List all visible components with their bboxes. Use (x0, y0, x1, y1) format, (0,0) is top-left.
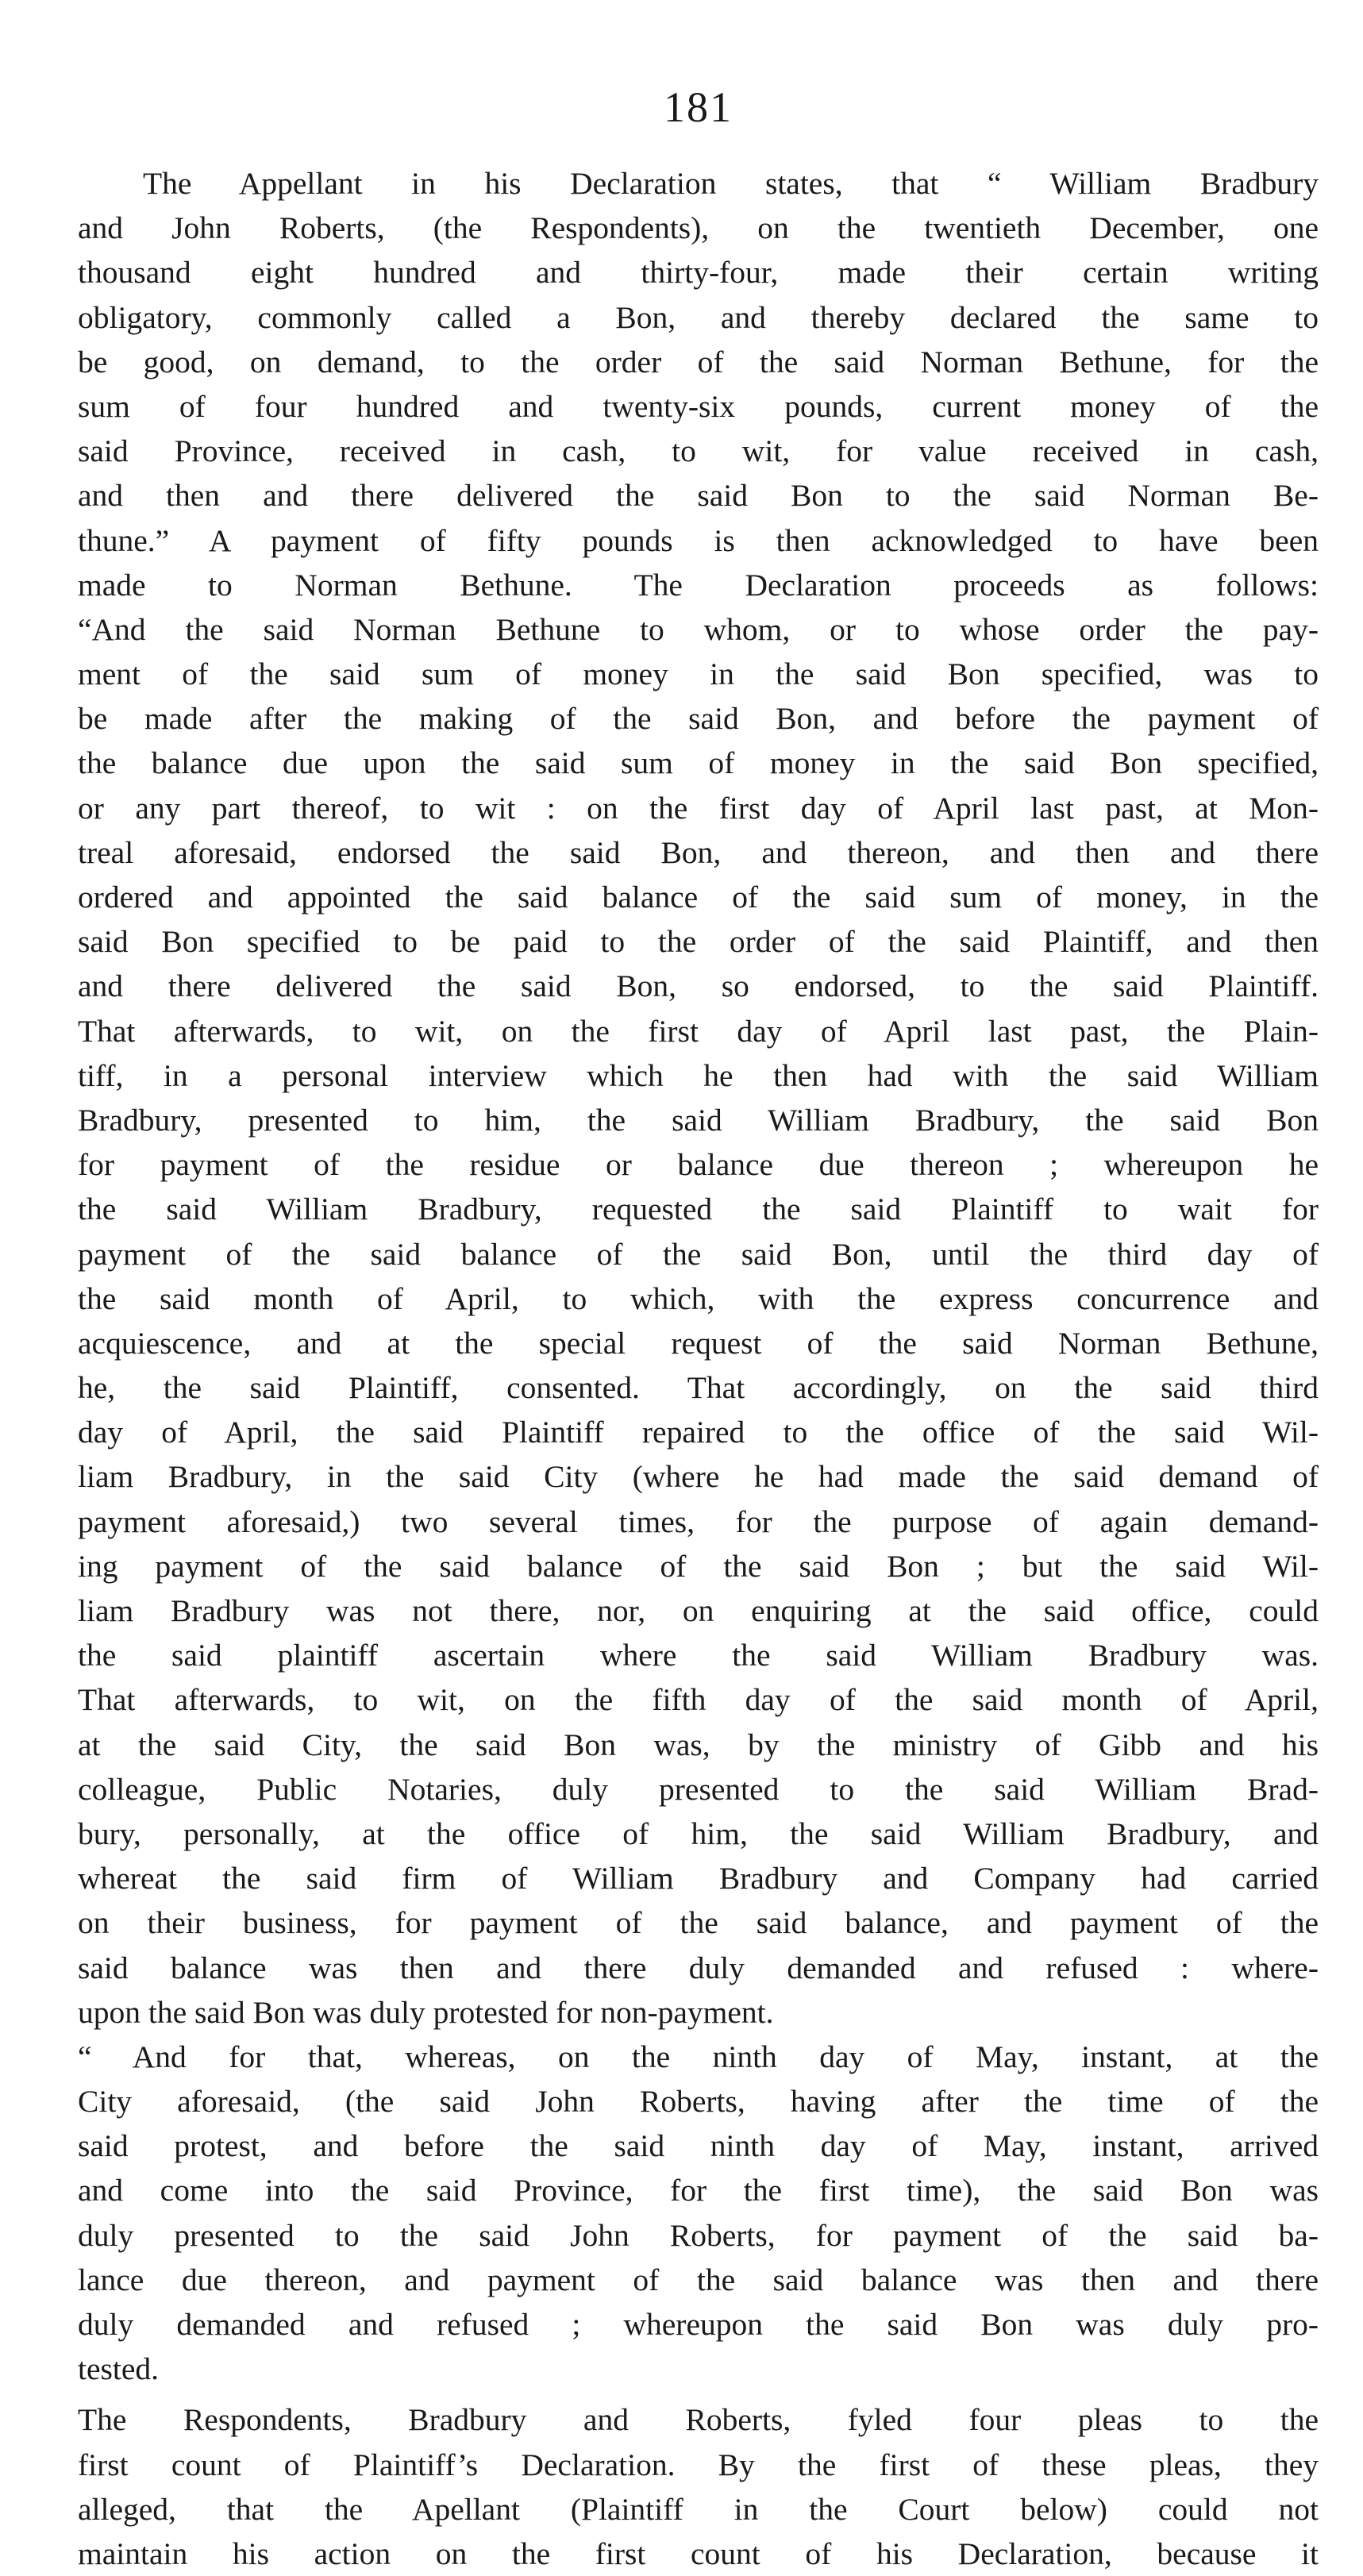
text-line: liam Bradbury, in the said City (where he had made the said demand of (78, 1459, 1319, 1495)
text-line: obligatory, commonly called a Bon, and thereby declared the same to (78, 299, 1319, 335)
text-line: tested. (78, 2351, 160, 2387)
text-line: said balance was then and there duly demanded and refused : where- (78, 1950, 1319, 1985)
text-line: the said month of April, to which, with the express concurrence and (78, 1280, 1319, 1316)
text-line: and there delivered the said Bon, so endorsed, to the said Plaintiff. (78, 968, 1319, 1004)
text-line: colleague, Public Notaries, duly presented to the said William Brad- (78, 1771, 1319, 1807)
text-line: ment of the said sum of money in the said Bon specified, was to (78, 657, 1319, 692)
text-line: “ And for that, whereas, on the ninth day of May, instant, at the (78, 2039, 1319, 2074)
text-line: The Respondents, Bradbury and Roberts, fyled four pleas to the (78, 2402, 1319, 2438)
text-line: Bradbury, presented to him, the said William Bradbury, the said Bon (78, 1102, 1319, 1138)
text-line: thousand eight hundred and thirty-four, made their certain writing (78, 255, 1319, 291)
text-line: be made after the making of the said Bon, and before the payment of (78, 701, 1319, 737)
text-line: liam Bradbury was not there, nor, on enquiring at the said office, could (78, 1593, 1319, 1628)
text-line: made to Norman Bethune. The Declaration proceeds as follows: (78, 567, 1319, 603)
text-line: and come into the said Province, for the first time), the said Bon was (78, 2173, 1319, 2208)
text-line: alleged, that the Apellant (Plaintiff in the Court below) could not (78, 2491, 1319, 2527)
text-line: The Appellant in his Declaration states, that “ William Bradbury (143, 166, 1319, 201)
text-line: said Bon specified to be paid to the order of the said Plaintiff, and then (78, 924, 1319, 960)
text-line: at the said City, the said Bon was, by the ministry of Gibb and his (78, 1727, 1319, 1762)
text-line: That afterwards, to wit, on the fifth day of the said month of April, (78, 1682, 1319, 1718)
text-line: That afterwards, to wit, on the first day of April last past, the Plain- (78, 1013, 1319, 1049)
text-line: payment aforesaid,) two several times, for the purpose of again demand- (78, 1504, 1319, 1539)
text-line: first count of Plaintiff’s Declaration. By the first of these pleas, they (78, 2447, 1319, 2482)
text-line: City aforesaid, (the said John Roberts, having after the time of the (78, 2084, 1319, 2120)
text-line: ing payment of the said balance of the said Bon ; but the said Wil- (78, 1548, 1319, 1584)
text-line: acquiescence, and at the special request of the said Norman Bethune, (78, 1325, 1319, 1361)
text-line: “And the said Norman Bethune to whom, or to whose order the pay- (78, 611, 1319, 647)
text-line: maintain his action on the first count of his Declaration, because it (78, 2536, 1319, 2571)
text-line: lance due thereon, and payment of the said balance was then and there (78, 2262, 1319, 2297)
text-line: tiff, in a personal interview which he then had with the said William (78, 1057, 1319, 1093)
paragraph-1 (78, 161, 1319, 2035)
paragraph-2 (78, 2035, 1319, 2392)
text-line: and then and there delivered the said Bon to the said Norman Be- (78, 478, 1319, 514)
text-line: said protest, and before the said ninth day of May, instant, arrived (78, 2128, 1319, 2164)
text-line: be good, on demand, to the order of the said Norman Bethune, for the (78, 344, 1319, 379)
text-line: payment of the said balance of the said Bon, until the third day of (78, 1236, 1319, 1272)
text-line: the said plaintiff ascertain where the said William Bradbury was. (78, 1638, 1319, 1673)
text-line: upon the said Bon was duly protested for non-payment. (78, 1994, 774, 2030)
paragraph-3 (78, 2397, 1319, 2576)
text-line: on their business, for payment of the said balance, and payment of the (78, 1905, 1319, 1941)
text-line: the balance due upon the said sum of money in the said Bon specified, (78, 745, 1319, 781)
page-number: 181 (664, 83, 733, 131)
text-line: bury, personally, at the office of him, the said William Bradbury, and (78, 1816, 1319, 1851)
text-line: said Province, received in cash, to wit, for value received in cash, (78, 433, 1319, 469)
text-line: whereat the said firm of William Bradbury and Company had carried (78, 1861, 1319, 1896)
text-line: day of April, the said Plaintiff repaired to the office of the said Wil- (78, 1415, 1319, 1450)
text-line: and John Roberts, (the Respondents), on the twentieth December, one (78, 210, 1319, 246)
text-line: treal aforesaid, endorsed the said Bon, and thereon, and then and there (78, 834, 1319, 870)
text-line: thune.” A payment of fifty pounds is then acknowledged to have been (78, 522, 1319, 558)
text-line: duly presented to the said John Roberts, for payment of the said ba- (78, 2217, 1319, 2253)
text-line: he, the said Plaintiff, consented. That accordingly, on the said third (78, 1370, 1319, 1406)
text-line: ordered and appointed the said balance of the said sum of money, in the (78, 880, 1319, 914)
text-line: duly demanded and refused ; whereupon the said Bon was duly pro- (78, 2307, 1319, 2342)
text-line: sum of four hundred and twenty-six pounds, current money of the (78, 388, 1319, 424)
text-line: for payment of the residue or balance due thereon ; whereupon he (78, 1147, 1319, 1183)
text-line: the said William Bradbury, requested the said Plaintiff to wait for (78, 1192, 1319, 1227)
text-line: or any part thereof, to wit : on the first day of April last past, at Mon- (78, 790, 1319, 826)
